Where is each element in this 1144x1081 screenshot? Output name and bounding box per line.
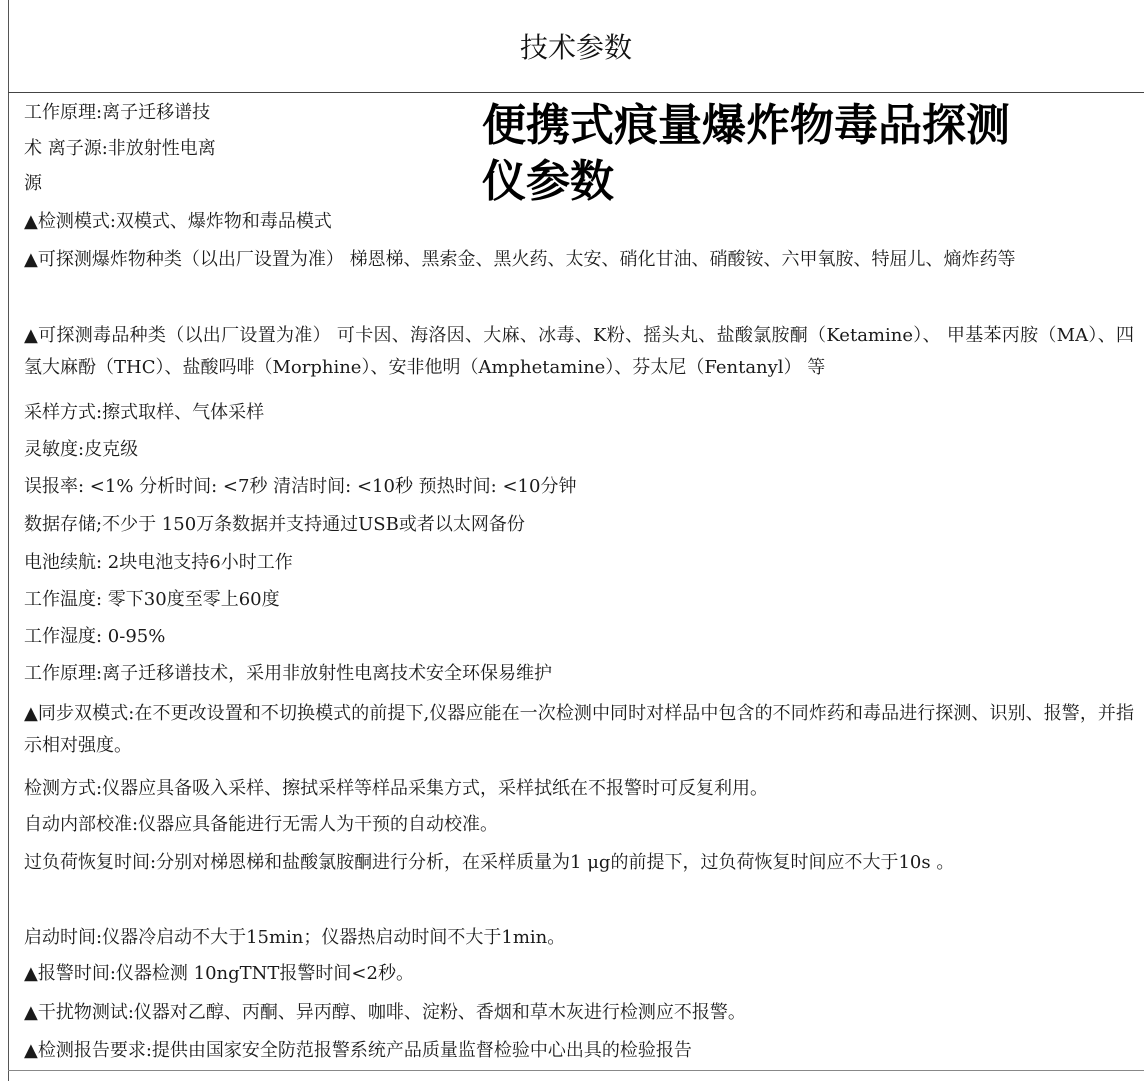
spec-interference: ▲干扰物测试:仪器对乙醇、丙酮、异丙醇、咖啡、淀粉、香烟和草木灰进行检测应不报警。 — [24, 1002, 746, 1023]
spec-humidity: 工作湿度: 0-95% — [24, 626, 166, 647]
spec-sensitivity: 灵敏度:皮克级 — [24, 439, 139, 460]
intro-line-3: 源 — [24, 173, 42, 194]
body-cell — [8, 93, 1144, 1058]
intro-line-2: 术 离子源:非放射性电离 — [24, 138, 216, 159]
spec-battery: 电池续航: 2块电池支持6小时工作 — [24, 552, 293, 573]
spec-rates: 误报率: <1% 分析时间: <7秒 清洁时间: <10秒 预热时间: <10分钟 — [24, 476, 577, 497]
intro-line-1: 工作原理:离子迁移谱技 — [24, 102, 211, 123]
spec-dual-mode: ▲同步双模式:在不更改设置和不切换模式的前提下,仪器应能在一次检测中同时对样品中包含的不同炸药和毒品进行探测、识别、报警，并指示相对强度。 — [24, 703, 1134, 756]
product-title-line-1: 便携式痕量爆炸物毒品探测 — [482, 100, 1010, 151]
spec-alarm-time: ▲报警时间:仪器检测 10ngTNT报警时间<2秒。 — [24, 963, 414, 984]
spec-principle: 工作原理:离子迁移谱技术，采用非放射性电离技术安全环保易维护 — [24, 663, 553, 684]
header-cell — [8, 0, 1144, 93]
spec-sampling: 采样方式:擦式取样、气体采样 — [24, 402, 265, 423]
spec-drugs: ▲可探测毒品种类（以出厂设置为准） 可卡因、海洛因、大麻、冰毒、K粉、摇头丸、盐酸氯胺酮（Ketamine）、 甲基苯丙胺（MA）、四氢大麻酚（THC）、盐酸吗啡（Morphine）、安非他明（Amphetamine）、芬太尼（Fentanyl） 等 — [24, 325, 1134, 378]
page-title: 技术参数 — [519, 31, 632, 64]
product-title — [482, 98, 1102, 210]
spec-explosives: ▲可探测爆炸物种类（以出厂设置为准） 梯恩梯、黑索金、黑火药、太安、硝化甘油、硝酸铵、六甲氧胺、特屈儿、熵炸药等 — [24, 249, 1016, 270]
product-title-line-2: 仪参数 — [482, 156, 614, 207]
spec-storage: 数据存储;不少于 150万条数据并支持通过USB或者以太网备份 — [24, 514, 525, 535]
spec-overload: 过负荷恢复时间:分别对梯恩梯和盐酸氯胺酮进行分析，在采样质量为1 μg的前提下，过负荷恢复时间应不大于10s 。 — [24, 852, 955, 873]
spec-report: ▲检测报告要求:提供由国家安全防范报警系统产品质量监督检验中心出具的检验报告 — [24, 1040, 692, 1061]
spec-startup: 启动时间:仪器冷启动不大于15min；仪器热启动时间不大于1min。 — [24, 927, 566, 948]
spec-temperature: 工作温度: 零下30度至零上60度 — [24, 589, 280, 610]
table-bottom-border — [8, 1070, 1144, 1071]
spec-detect-method: 检测方式:仪器应具备吸入采样、擦拭采样等样品采集方式，采样拭纸在不报警时可反复利用。 — [24, 778, 769, 799]
spec-calibration: 自动内部校准:仪器应具备能进行无需人为干预的自动校准。 — [24, 814, 499, 835]
spec-detect-mode: ▲检测模式:双模式、爆炸物和毒品模式 — [24, 211, 332, 232]
